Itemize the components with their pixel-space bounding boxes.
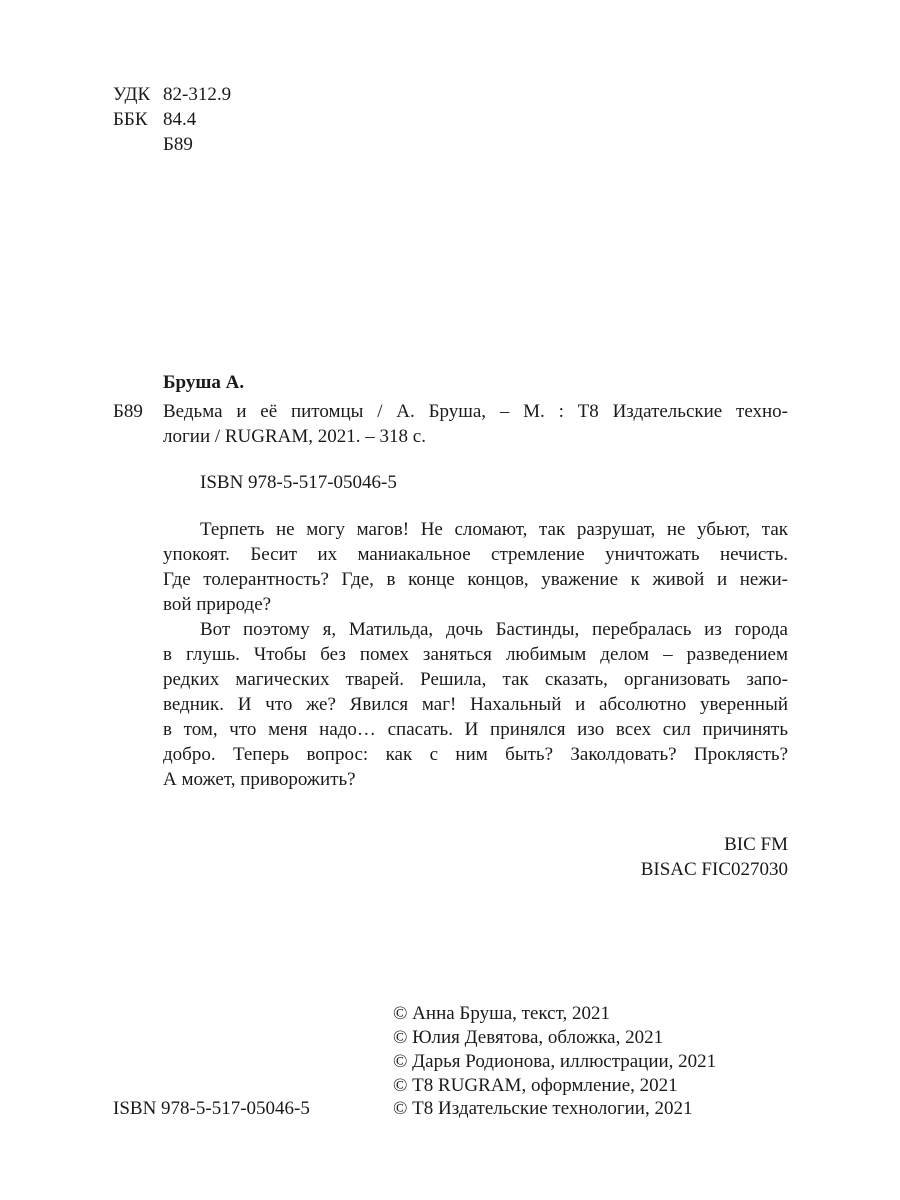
udk-row: [113, 82, 231, 107]
bbk-row: [113, 107, 196, 132]
copyright-line: © Т8 RUGRAM, оформление, 2021: [393, 1075, 678, 1096]
catalog-author-mark: Б89: [113, 401, 143, 422]
copyright-line: © Т8 Издательские технологии, 2021: [393, 1098, 693, 1119]
annotation-line: Терпеть не могу магов! Не сломают, так разрушат, не убьют, так: [200, 519, 788, 540]
annotation-line: упокоят. Бесит их маниакальное стремление уничтожать нечисть.: [163, 544, 788, 565]
udk-value: 82-312.9: [163, 84, 232, 105]
footer-isbn: ISBN 978-5-517-05046-5: [113, 1098, 310, 1119]
annotation-line: ведник. И что же? Явился маг! Нахальный и абсолютно уверенный: [163, 694, 788, 715]
copyright-line: © Дарья Родионова, иллюстрации, 2021: [393, 1051, 717, 1072]
catalog-title-line-1: Ведьма и её питомцы / А. Бруша, – М. : Т8 Издательские техно-: [163, 401, 788, 422]
catalog-title-line-2: логии / RUGRAM, 2021. – 318 с.: [163, 426, 426, 447]
annotation-line: в том, что меня надо… спасать. И принялся изо всех сил причинять: [163, 719, 788, 740]
author-mark-row: [113, 132, 193, 157]
author-mark: Б89: [163, 134, 193, 155]
bbk-label: ББК: [113, 109, 148, 130]
annotation-line: в глушь. Чтобы без помех заняться любимым делом – разведением: [163, 644, 788, 665]
catalog-isbn: ISBN 978-5-517-05046-5: [200, 472, 397, 493]
annotation-line: редких магических тварей. Решила, так сказать, организовать запо-: [163, 669, 788, 690]
annotation-line: Вот поэтому я, Матильда, дочь Бастинды, перебралась из города: [200, 619, 788, 640]
catalog-author: Бруша А.: [163, 372, 245, 393]
udk-label: УДК: [113, 84, 151, 105]
annotation-line: Где толерантность? Где, в конце концов, уважение к живой и нежи-: [163, 569, 788, 590]
copyright-line: © Анна Бруша, текст, 2021: [393, 1003, 610, 1024]
bbk-value: 84.4: [163, 109, 197, 130]
annotation-line: добро. Теперь вопрос: как с ним быть? Заколдовать? Проклясть?: [163, 744, 788, 765]
bic-code: BIC FM: [724, 834, 788, 855]
annotation-line: А может, приворожить?: [163, 769, 356, 790]
copyright-line: © Юлия Девятова, обложка, 2021: [393, 1027, 664, 1048]
annotation-line: вой природе?: [163, 594, 272, 615]
bisac-code: BISAC FIC027030: [640, 859, 788, 880]
